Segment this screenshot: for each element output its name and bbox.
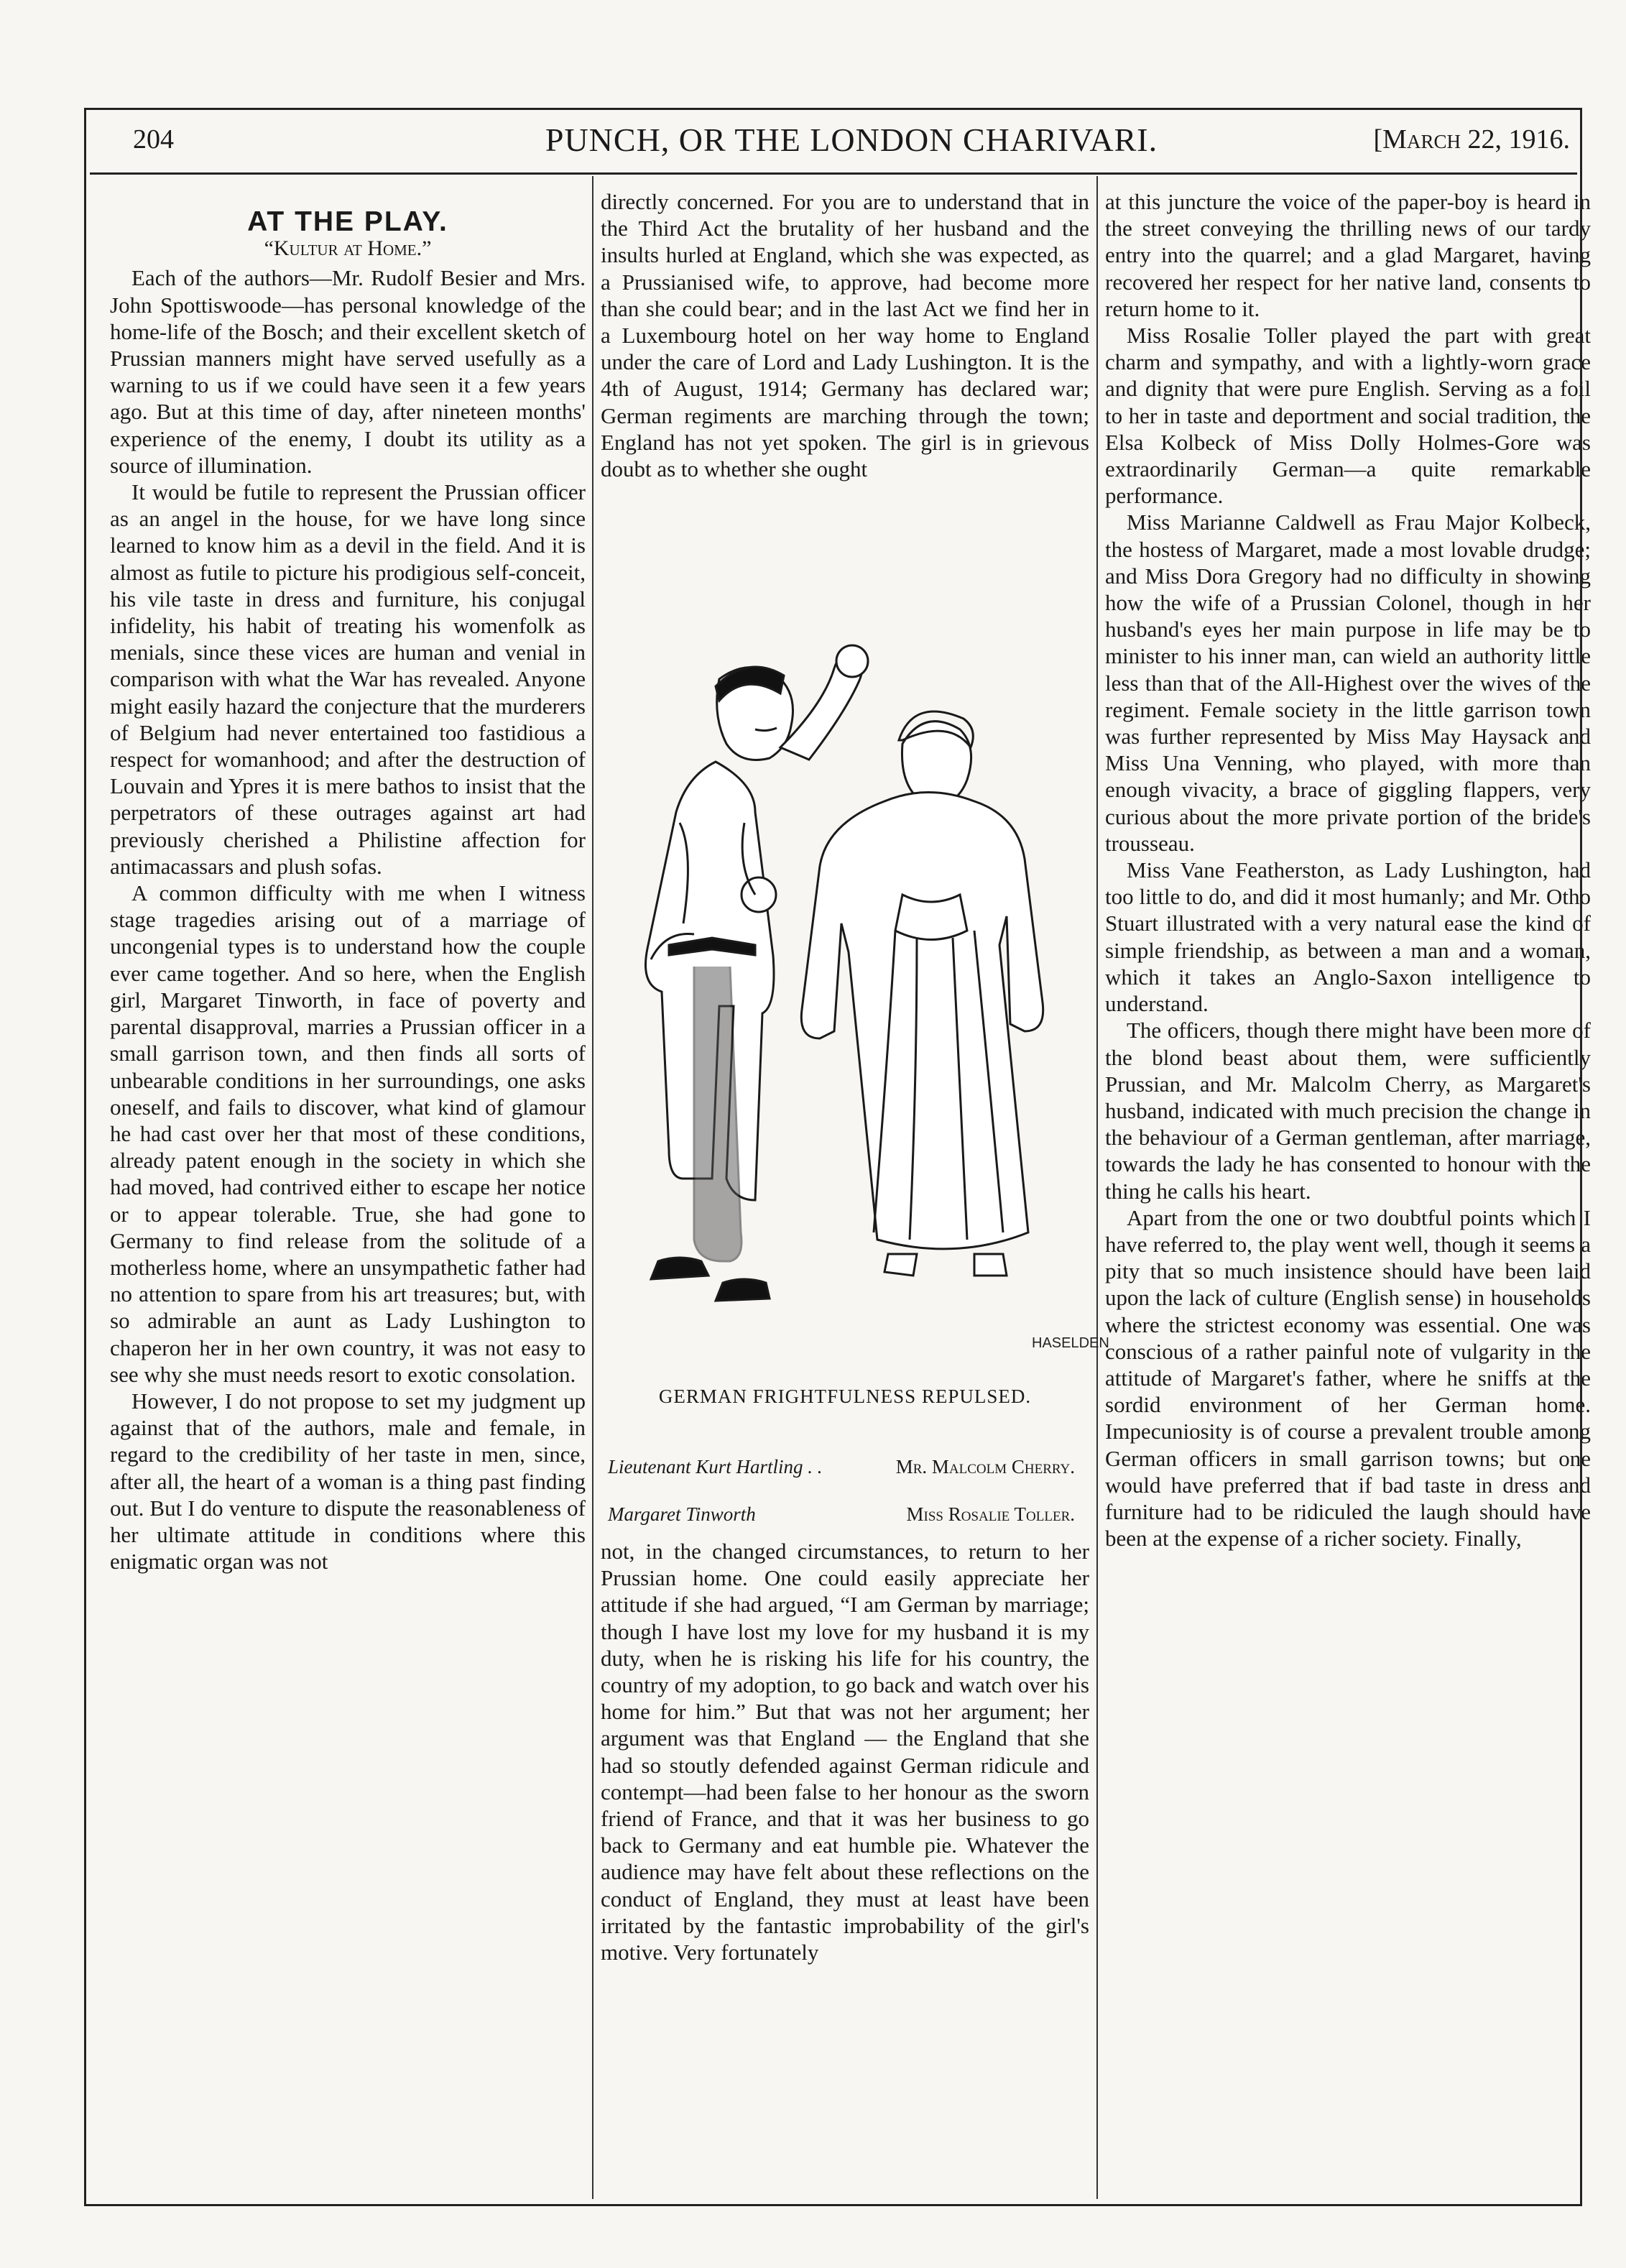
column-2-top [601, 188, 1089, 627]
paragraph: However, I do not propose to set my judgment up against that of the authors, male and female, in regard to the credibility of her taste in men, since, after all, the heart of a woman is a thing past finding out. But I do venture to dispute the reasonableness of her ultimate attitude in conditions where this enigmatic organ was not [110, 1388, 586, 1575]
paragraph: A common difficulty with me when I witness stage tragedies arising out of a marriage of uncongenial types is to understand how the couple ever came together. And so here, when the English girl, Margaret Tinworth, in face of poverty and parental disapproval, marries a Prussian officer in a small garrison town, and then finds all sorts of unbearable conditions in her surroundings, one asks oneself, and fails to discover, what kind of glamour he had cast over her that most of these conditions, already patent enough in the society in which she had moved, had contrived either to escape her notice or to appear tolerable. True, she had gone to Germany to find release from the solitude of a motherless home, where an unsympathetic father had no attention to spare from his art treasures; but, with so admirable an aunt as Lady Lushington to chaperon her in her own country, it was not easy to see why she must needs resort to exotic consolation. [110, 880, 586, 1387]
cast-role: Margaret Tinworth [608, 1503, 756, 1525]
article-subtitle: “Kultur at Home.” [264, 236, 432, 261]
paragraph: Apart from the one or two doubtful points which I have referred to, the play went well, though it seems a pity that so much insistence should have been laid upon the lack of culture (English sense) in households where the strictest economy was essential. One was conscious of a rather painful note of vulgarity in the attitude of Margaret's father, where he sniffs at the sordid environment of her German home. Impecuniosity is of course a prevalent trouble among German officers in small garrison towns; but one would have preferred that if bad taste in dress and furniture had to be ridiculed the laugh should have been at the expense of a richer society. Finally, [1105, 1204, 1591, 1552]
page-header [133, 121, 1570, 167]
publication-title: PUNCH, OR THE LONDON CHARIVARI. [545, 121, 1158, 158]
paragraph: Each of the authors—Mr. Rudolf Besier and Mrs. John Spottiswoode—has personal knowledge of the home-life of the Bosch; and their excellent sketch of Prussian manners might have served usefully as a warning to us if we could have seen it a few years ago. But at this time of day, after nineteen months' experience of the enemy, I doubt its utility as a source of illumination. [110, 265, 586, 478]
column-2-bottom [601, 1538, 1089, 2188]
page-number: 204 [133, 124, 174, 155]
paragraph: at this juncture the voice of the paper-boy is heard in the street conveying the thrilling news of our tardy entry into the quarrel; and a glad Margaret, having recovered her respect for her native land, consents to return home to it. [1105, 189, 1591, 321]
paragraph: directly concerned. For you are to understand that in the Third Act the brutality of her husband and the insults hurled at England, which she was expected, as a Prussianised wife, to approve, had become more than she could bear; and in the last Act we find her in a Luxembourg hotel on her way home to England under the care of Lord and Lady Lushington. It is the 4th of August, 1914; Germany has declared war; German regiments are marching through the town; England has not yet spoken. The girl is in grievous doubt as to whether she ought [601, 189, 1089, 482]
illustration-caption: GERMAN FRIGHTFULNESS REPULSED. [658, 1386, 1032, 1407]
cast-actor: Miss Rosalie Toller. [906, 1503, 1075, 1525]
cast-role: Lieutenant Kurt Hartling . . [608, 1456, 823, 1478]
paragraph: The officers, though there might have been more of the blond beast about them, were sufficiently Prussian, and Mr. Malcolm Cherry, as Margaret's husband, indicated with much precision the change in the behaviour of a German gentleman, after marriage, towards the lady he has consented to honour with the thing he calls his heart. [1105, 1018, 1591, 1204]
issue-date: [March 22, 1916. [1373, 124, 1570, 155]
article-title: AT THE PLAY. [247, 206, 448, 237]
paragraph: Miss Vane Featherston, as Lady Lushington, had too little to do, and did it most humanly; and Mr. Otho Stuart illustrated with a very natural ease the kind of simple friendship, as between a man and a woman, which it takes an Anglo-Saxon intelligence to understand. [1105, 857, 1591, 1017]
paragraph: Miss Marianne Caldwell as Frau Major Kolbeck, the hostess of Margaret, made a most lovable drudge; and Miss Dora Gregory had no difficulty in showing how the wife of a Prussian Colonel, though in her husband's eyes her main purpose in life may be to minister to his inner man, can wield an authority little less than that of the All-Highest over the wives of the regiment. Female society in the little garrison town was further represented by Miss May Haysack and Miss Una Venning, who played, with more than enough vivacity, a brace of giggling flappers, very curious about the more private portion of the bride's trousseau. [1105, 510, 1591, 856]
paragraph: not, in the changed circumstances, to return to her Prussian home. One could easily appreciate her attitude if she had argued, “I am German by marriage; though I have lost my love for my husband it is my duty, when he is risking his life for his country, the country of my adoption, to go back and watch over his home for him.” But that was not her argument; her argument was that England — the England that she had so stoutly defended against German ridicule and contempt—had been false to her honour as the sworn friend of France, and that it was her business to go back to Germany and eat humble pie. Whatever the audience may have felt about these reflections on the conduct of England, they must at least have been irritated by the fantastic improbability of the girl's motive. Very fortunately [601, 1539, 1089, 1965]
column-divider-2 [1096, 176, 1098, 2199]
cast-actor: Mr. Malcolm Cherry. [895, 1456, 1075, 1478]
column-1 [110, 188, 586, 2193]
paragraph: It would be futile to represent the Prussian officer as an angel in the house, for we have long since learned to know him as a devil in the field. And it is almost as futile to picture his prodigious self-conceit, his vile taste in dress and furniture, his conjugal infidelity, his habit of treating his womenfolk as menials, since these vices are human and venial in comparison with what the War has revealed. Anyone might easily hazard the conjecture that the murderers of Belgium had never entertained too fastidious a respect for womanhood; and after the destruction of Louvain and Ypres it is mere bathos to insist that the perpetrators of these outrages against art had previously cherished a Philistine affection for antimacassars and plush sofas. [110, 479, 586, 879]
column-3 [1105, 188, 1591, 2193]
woman-figure [801, 711, 1043, 1276]
paragraph: Miss Rosalie Toller played the part with great charm and sympathy, and with a lightly-worn grace and dignity that were pure English. Serving as a foil to her in taste and deportment and social tradition, the Elsa Kolbeck of Miss Dolly Holmes-Gore was extraordinarily German—a quite remarkable performance. [1105, 323, 1591, 509]
column-divider-1 [592, 176, 593, 2199]
artist-signature: HASELDEN [1032, 1335, 1109, 1351]
header-rule [90, 172, 1577, 175]
cartoon-illustration [601, 636, 1109, 1369]
